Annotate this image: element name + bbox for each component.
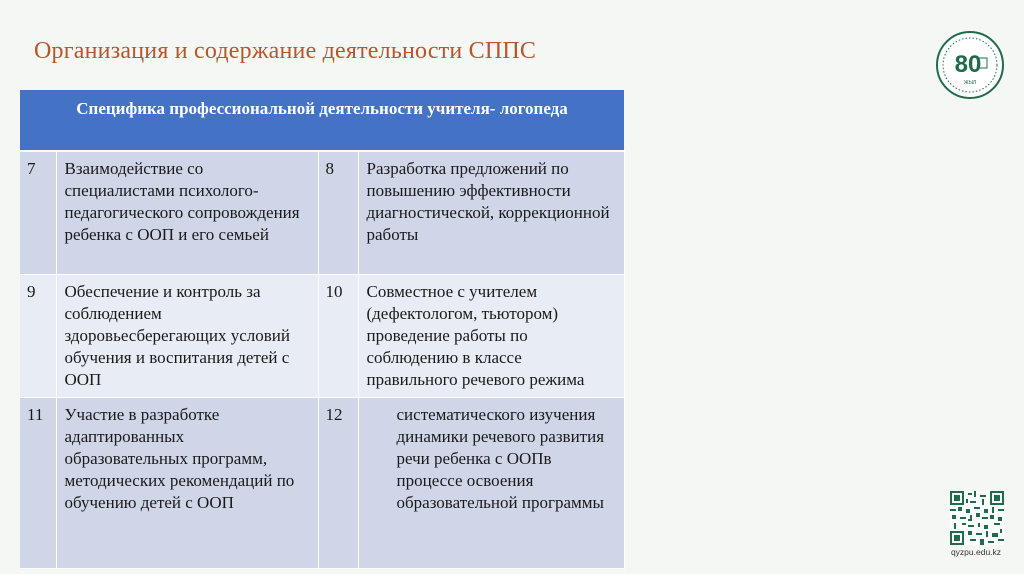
table-header (20, 90, 624, 151)
table-row (20, 151, 624, 275)
slide-title: Организация и содержание деятельности СППС (34, 38, 537, 64)
table-row (20, 398, 624, 569)
item-text: Участие в разработке адаптированных образовательных программ, методических рекомендаций по обучению детей с ООП (56, 398, 318, 569)
item-number: 11 (20, 398, 56, 569)
item-text: систематического изучения динамики речевого развития речи ребенка с ООПв процессе освоения образовательной программы (358, 398, 624, 569)
university-80-years-logo (935, 30, 1005, 100)
item-number: 10 (318, 275, 358, 398)
qr-code (950, 491, 1004, 545)
item-text: Разработка предложений по повышению эффективности диагностической, коррекционной работы (358, 151, 624, 275)
responsibilities-table (20, 90, 625, 569)
logo-caption: ЖЫЛ (963, 80, 977, 86)
item-text: Совместное с учителем (дефектологом, тьютором) проведение работы по соблюдению в классе правильного речевого режима (358, 275, 624, 398)
item-number: 9 (20, 275, 56, 398)
item-number: 12 (318, 398, 358, 569)
table-row (20, 275, 624, 398)
logo-number: 80 (954, 51, 982, 78)
item-number: 8 (318, 151, 358, 275)
item-text: Обеспечение и контроль за соблюдением здоровьесберегающих условий обучения и воспитания детей с ООП (56, 275, 318, 398)
table-header-text: Специфика профессиональной деятельности учителя- логопеда (76, 99, 568, 118)
item-text: Взаимодействие со специалистами психолого-педагогического сопровождения ребенка с ООП и его семьей (56, 151, 318, 275)
site-url: qyzpu.edu.kz (950, 547, 1002, 557)
item-number: 7 (20, 151, 56, 275)
